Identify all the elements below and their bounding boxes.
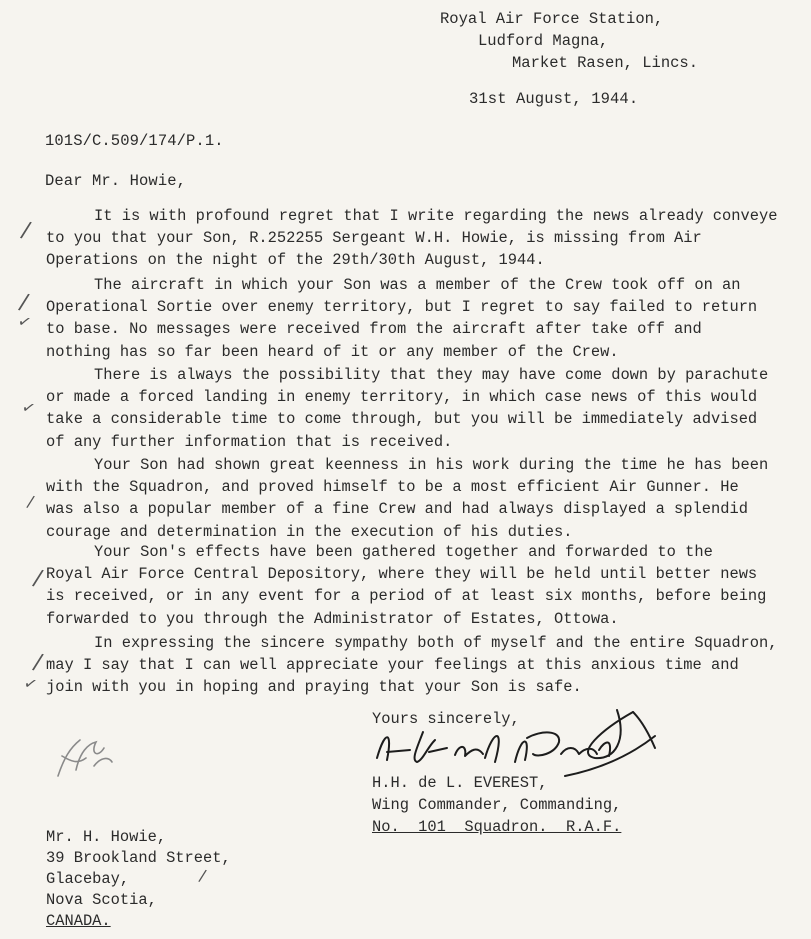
- body-paragraph-1: [46, 205, 806, 272]
- letter-date: 31st August, 1944.: [469, 90, 639, 108]
- paragraph-3-line-2: or made a forced landing in enemy territory, in which case news of this would: [46, 388, 758, 407]
- recipient-line2: 39 Brookland Street,: [46, 849, 231, 867]
- paragraph-4-line-3: was also a popular member of a fine Crew and had always displayed a splendid: [46, 500, 748, 519]
- valediction: Yours sincerely,: [372, 710, 520, 728]
- sender-address-line3: Market Rasen, Lincs.: [512, 54, 699, 72]
- recipient-line1: Mr. H. Howie,: [46, 828, 167, 846]
- paragraph-6-line-1: In expressing the sincere sympathy both of myself and the entire Squadron,: [94, 634, 778, 652]
- handwritten-margin-mark: [50, 728, 120, 788]
- margin-check-mark: ✓: [21, 672, 40, 695]
- body-paragraph-2: [46, 274, 806, 363]
- body-paragraph-4: [46, 454, 806, 543]
- body-paragraph-3: [46, 364, 806, 453]
- margin-check-mark: ✓: [15, 310, 34, 333]
- paragraph-4-line-4: courage and determination in the execution of his duties.: [46, 522, 573, 541]
- margin-check-mark: /: [197, 865, 208, 886]
- handwritten-signature: [365, 700, 665, 780]
- sender-address-line1: Royal Air Force Station,: [440, 10, 664, 28]
- margin-check-mark: /: [30, 565, 45, 592]
- paragraph-2-line-2: Operational Sortie over enemy territory, but I regret to say failed to return: [46, 298, 758, 317]
- margin-check-mark: /: [18, 217, 33, 244]
- margin-check-mark: /: [16, 289, 31, 316]
- reference-number: 101S/C.509/174/P.1.: [45, 132, 224, 150]
- paragraph-5-line-1: Your Son's effects have been gathered together and forwarded to the: [94, 543, 713, 561]
- margin-check-mark: /: [30, 649, 45, 676]
- margin-check-mark: ✓: [19, 396, 38, 419]
- paragraph-1-line-3: Operations on the night of the 29th/30th August, 1944.: [46, 251, 545, 270]
- paragraph-5-line-3: is received, or in any event for a period of at least six months, before being: [46, 587, 767, 606]
- salutation: Dear Mr. Howie,: [45, 172, 187, 190]
- signatory-name: H.H. de L. EVEREST,: [372, 774, 548, 792]
- body-paragraph-6: [46, 632, 806, 699]
- signatory-unit: No. 101 Squadron. R.A.F.: [372, 818, 622, 836]
- body-paragraph-5: [46, 541, 806, 630]
- paragraph-4-line-1: Your Son had shown great keenness in his work during the time he has been: [94, 456, 769, 474]
- margin-check-mark: /: [25, 491, 36, 512]
- paragraph-1-line-2: to you that your Son, R.252255 Sergeant W.H. Howie, is missing from Air: [46, 229, 702, 248]
- signatory-title: Wing Commander, Commanding,: [372, 796, 622, 814]
- paragraph-5-line-2: Royal Air Force Central Depository, where they will be held until better news: [46, 565, 758, 584]
- paragraph-3-line-3: take a considerable time to come through, but you will be immediately advised: [46, 410, 758, 429]
- paragraph-3-line-4: of any further information that is received.: [46, 432, 453, 451]
- paragraph-2-line-4: nothing has so far been heard of it or any member of the Crew.: [46, 342, 619, 361]
- paragraph-5-line-4: forwarded to you through the Administrator of Estates, Ottowa.: [46, 609, 619, 628]
- paragraph-2-line-3: to base. No messages were received from the aircraft after take off and: [46, 320, 702, 339]
- paragraph-2-line-1: The aircraft in which your Son was a member of the Crew took off on an: [94, 276, 741, 294]
- paragraph-3-line-1: There is always the possibility that they may have come down by parachute: [94, 366, 769, 384]
- recipient-line5: CANADA.: [46, 912, 111, 930]
- recipient-line3: Glacebay,: [46, 870, 130, 888]
- paragraph-6-line-2: may I say that I can well appreciate your feelings at this anxious time and: [46, 656, 739, 675]
- sender-address-line2: Ludford Magna,: [478, 32, 609, 50]
- paragraph-1-line-1: It is with profound regret that I write regarding the news already conveye: [94, 207, 778, 225]
- recipient-line4: Nova Scotia,: [46, 891, 157, 909]
- paragraph-6-line-3: join with you in hoping and praying that your Son is safe.: [46, 678, 582, 697]
- paragraph-4-line-2: with the Squadron, and proved himself to be a most efficient Air Gunner. He: [46, 478, 739, 497]
